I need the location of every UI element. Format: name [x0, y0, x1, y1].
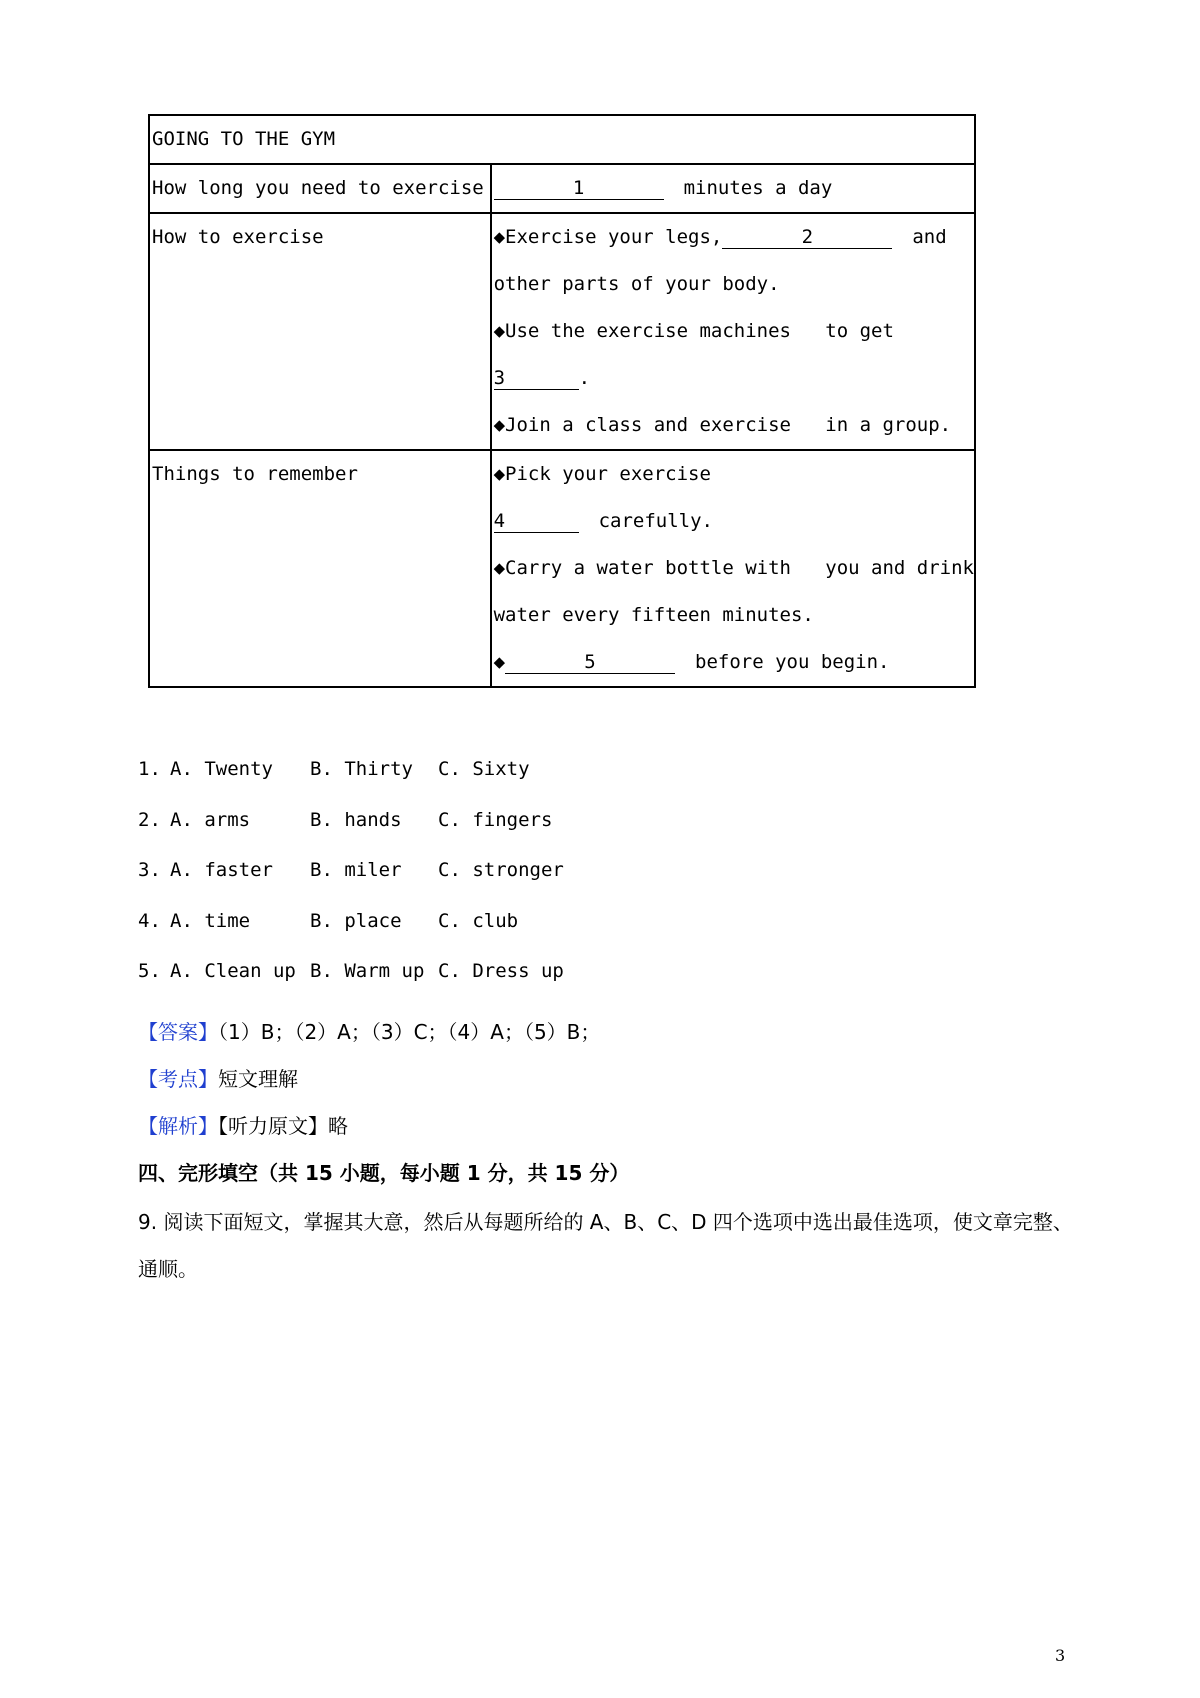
option-c[interactable]: C. Dress up: [438, 960, 564, 982]
option-a[interactable]: A. Twenty: [170, 758, 273, 780]
row3-label: Things to remember: [152, 463, 358, 485]
row2-line3: ◆Use the exercise machines to get: [493, 320, 894, 342]
table-title: GOING TO THE GYM: [152, 128, 336, 150]
keypoint-tag: 【考点】: [138, 1067, 218, 1091]
option-a[interactable]: A. arms: [170, 808, 251, 831]
option-c[interactable]: C. Sixty: [438, 758, 530, 780]
answer-tag: 【答案】: [138, 1020, 218, 1044]
row3-line1: ◆Pick your exercise: [493, 463, 711, 485]
option-row-3: 3. A. faster B. miler C. stronger: [138, 859, 564, 881]
option-b[interactable]: B. miler: [310, 859, 402, 881]
gym-table: [148, 114, 976, 688]
blank-2[interactable]: 2: [722, 226, 892, 249]
blank-3[interactable]: 3: [494, 367, 579, 390]
row1-label-cell: [149, 164, 491, 213]
table-title-cell: [149, 115, 975, 164]
options-list: [138, 756, 564, 1009]
option-a[interactable]: A. faster: [170, 859, 273, 881]
row2-line2: other parts of your body.: [493, 273, 780, 295]
option-c[interactable]: C. club: [438, 909, 519, 932]
row2-label: How to exercise: [152, 226, 324, 248]
row1-content-cell: [491, 164, 975, 213]
option-row-4: 4. A. time B. place C. club: [138, 909, 519, 932]
analysis-text: 【听力原文】略: [218, 1114, 348, 1138]
row2-label-cell: [149, 213, 491, 450]
option-a[interactable]: A. Clean up: [170, 960, 296, 982]
row3-label-cell: [149, 450, 491, 687]
answer-text: （1）B；（2）A；（3）C；（4）A；（5）B；: [218, 1020, 601, 1044]
keypoint-text: 短文理解: [218, 1067, 298, 1091]
option-b[interactable]: B. Warm up: [310, 960, 425, 982]
option-row-2: 2. A. arms B. hands C. fingers: [138, 808, 553, 831]
row3-line4: water every fifteen minutes.: [493, 604, 814, 626]
row3-content-cell: [491, 450, 975, 687]
blank-4[interactable]: 4: [494, 510, 579, 533]
question-line-2: 通顺。: [138, 1257, 198, 1281]
row2-content-cell: [491, 213, 975, 450]
analysis-line: [138, 1110, 348, 1139]
question-line-1: 9. 阅读下面短文，掌握其大意，然后从每题所给的 A、B、C、D 四个选项中选出最佳选项，使文章完整、: [138, 1210, 1073, 1234]
option-b[interactable]: B. place: [310, 909, 402, 932]
row3-line5-suffix: before you begin.: [695, 651, 890, 673]
row2-line1-prefix: ◆Exercise your legs,: [493, 226, 723, 248]
option-c[interactable]: C. fingers: [438, 808, 553, 831]
section-title: 四、完形填空（共 15 小题，每小题 1 分，共 15 分）: [138, 1161, 630, 1185]
option-row-1: 1. A. Twenty B. Thirty C. Sixty: [138, 758, 530, 780]
row1-suffix: minutes a day: [683, 177, 833, 199]
row3-line5-prefix: ◆: [493, 651, 506, 673]
option-b[interactable]: B. Thirty: [310, 758, 413, 780]
row3-line3: ◆Carry a water bottle with you and drink: [493, 557, 974, 579]
keypoint-line: [138, 1063, 298, 1092]
answer-line: [138, 1016, 600, 1045]
analysis-tag: 【解析】: [138, 1114, 218, 1138]
row2-line1-suffix: and: [912, 226, 947, 248]
option-b[interactable]: B. hands: [310, 808, 402, 831]
row2-line4-suffix: .: [578, 367, 591, 389]
option-row-5: 5. A. Clean up B. Warm up C. Dress up: [138, 960, 564, 982]
row3-line2-suffix: carefully.: [598, 510, 713, 532]
blank-5[interactable]: 5: [505, 651, 675, 674]
page-number: 3: [1055, 1646, 1066, 1665]
row1-label: How long you need to exercise: [152, 177, 484, 199]
option-c[interactable]: C. stronger: [438, 859, 564, 881]
blank-1[interactable]: 1: [494, 177, 664, 200]
option-a[interactable]: A. time: [170, 909, 251, 932]
row2-line5: ◆Join a class and exercise in a group.: [493, 414, 952, 436]
